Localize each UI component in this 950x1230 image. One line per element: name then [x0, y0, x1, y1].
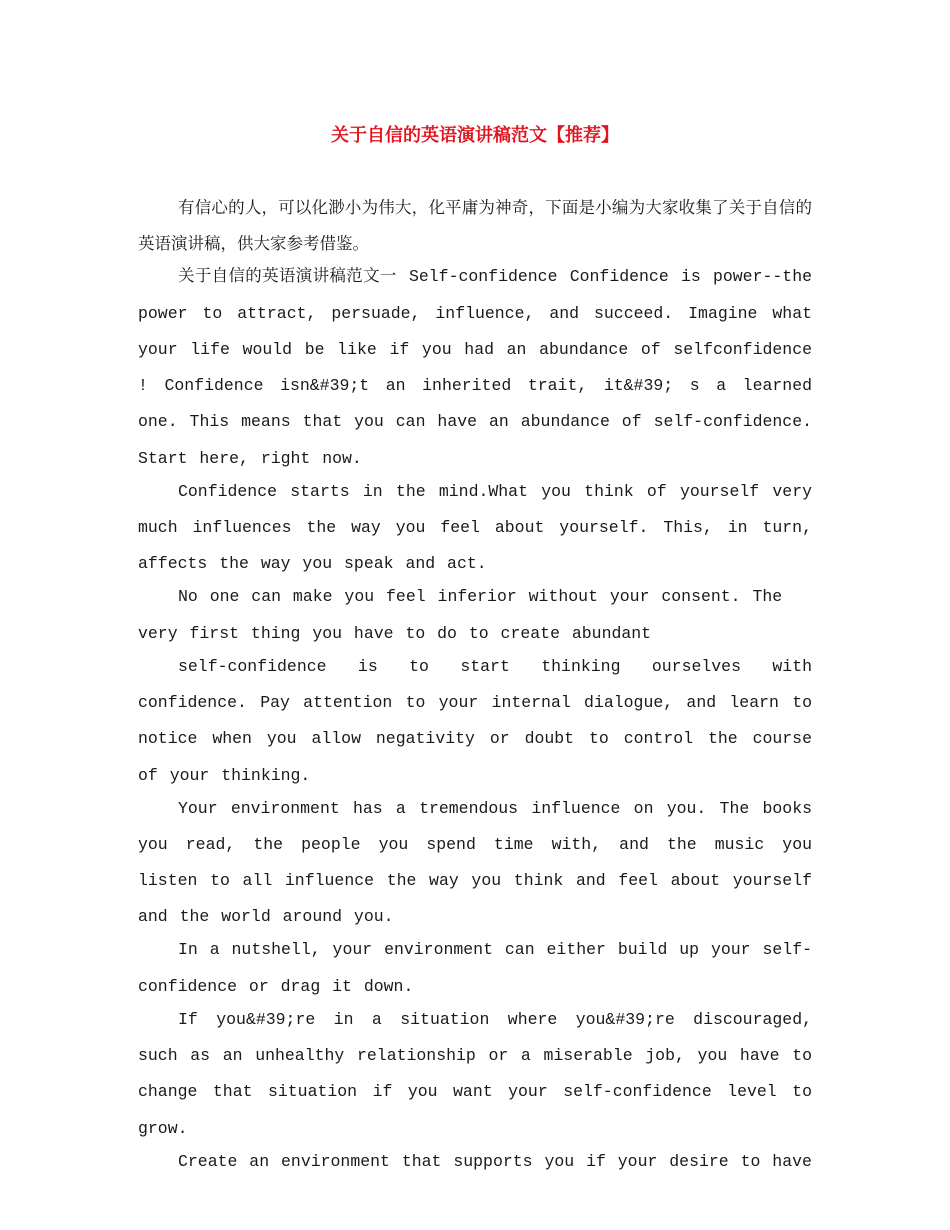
paragraph-5: Your environment has a tremendous influence on you. The books you read, the people you spend time with, and the music you listen to all influence the way you think and feel about yourself and the world around you.: [138, 798, 812, 927]
paragraph-8: Create an environment that supports you if your desire to have: [178, 1151, 812, 1171]
paragraph-2: Confidence starts in the mind.What you think of yourself very much influences the way you feel about yourself. This, in turn, affects the way you speak and act.: [138, 481, 812, 574]
paragraph-3: No one can make you feel inferior without your consent. The very first thing you have to do to create abundant: [138, 587, 783, 643]
paragraph-4: self-confidence is to start thinking ourselves with confidence. Pay attention to your internal dialogue, and learn to notice when you allow negativity or doubt to control the course of your thinking.: [138, 656, 812, 785]
paragraph-1: 关于自信的英语演讲稿范文一 Self-confidence Confidence is power--the power to attract, persuade, influence, and succeed. Imagine what your life would be like if you had an abundance of selfconfidence ! Confidence isn&#39;t an inherited trait, it&#39; s a learned one. This means that you can have an abundance of self-confidence. Start here, right now.: [138, 267, 812, 468]
intro-paragraph: 有信心的人，可以化渺小为伟大，化平庸为神奇，下面是小编为大家收集了关于自信的英语演讲稿，供大家参考借鉴。: [138, 198, 812, 254]
document-body: [138, 190, 812, 1177]
document-title: 关于自信的英语演讲稿范文【推荐】: [331, 125, 619, 146]
paragraph-6: In a nutshell, your environment can either build up your self-confidence or drag it down.: [138, 940, 812, 996]
paragraph-7: If you&#39;re in a situation where you&#39;re discouraged, such as an unhealthy relationship or a miserable job, you have to change that situation if you want your self-confidence level to grow.: [138, 1009, 812, 1138]
